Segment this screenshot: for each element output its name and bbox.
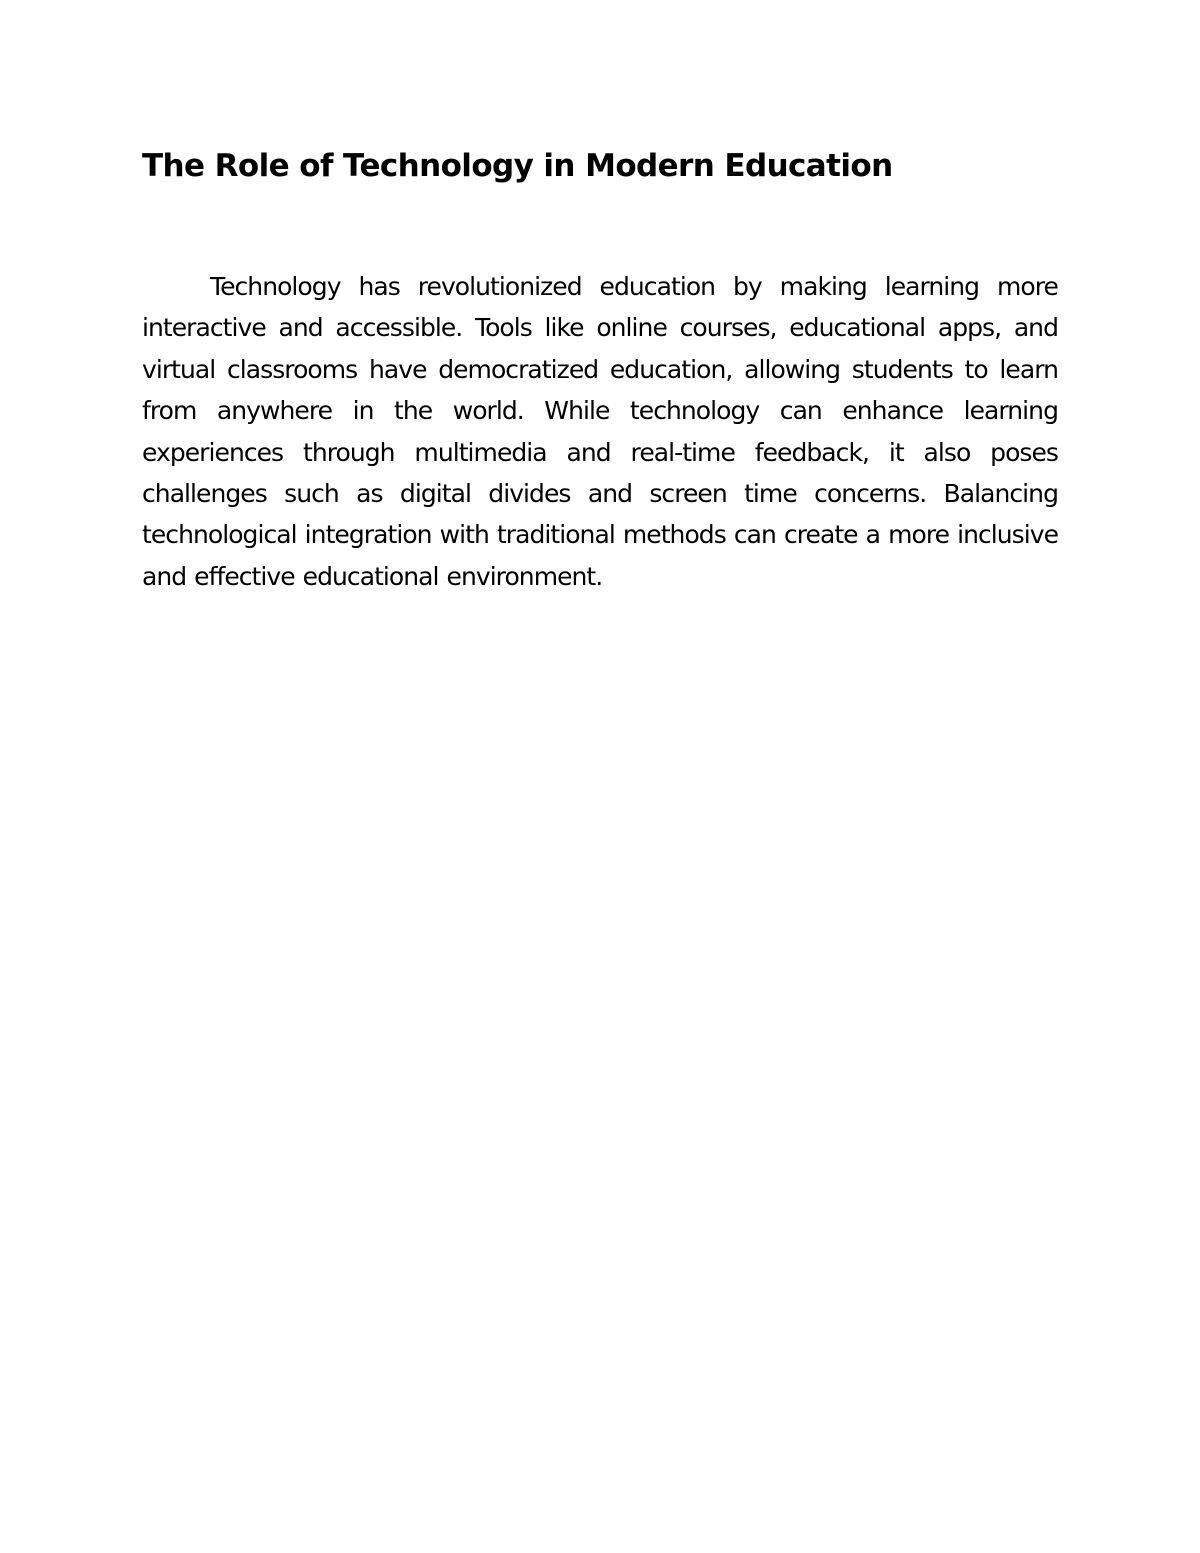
body-paragraph: Technology has revolutionized education by making learning more interactive and accessible. Tools like online courses, educational apps, and virtual classrooms have democratized education, allowing students to learn from anywhere in the world. While technology can enhance learning experiences through multimedia and real-time feedback, it also poses challenges such as digital divides and screen time concerns. Balancing technological integration with traditional methods can create a more inclusive and effective educational environment. <box>142 272 1058 591</box>
document-title: The Role of Technology in Modern Education <box>142 148 893 184</box>
